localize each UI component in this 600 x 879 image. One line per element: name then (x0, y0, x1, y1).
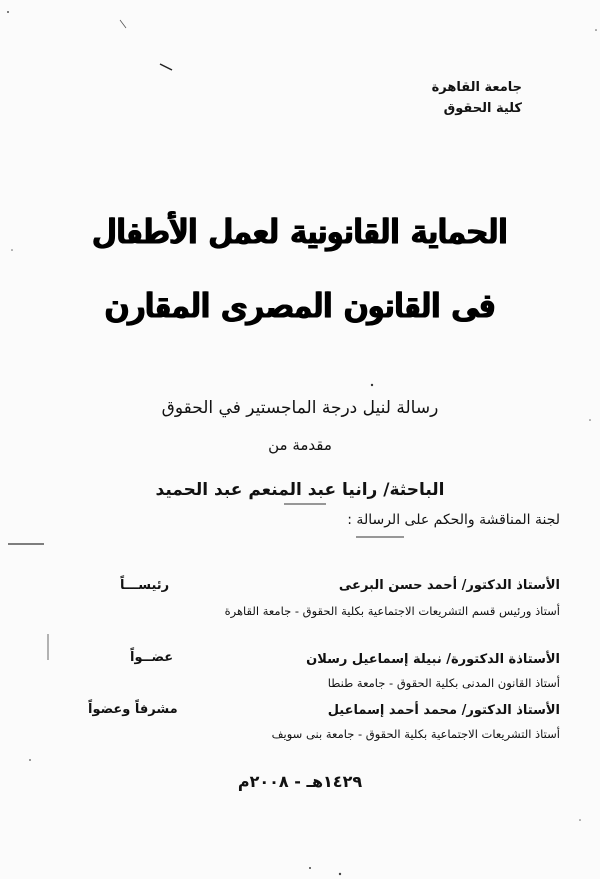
faculty-name: كلية الحقوق (443, 101, 522, 116)
committee-member-3-name: الأستاذ الدكتور/ محمد أحمد إسماعيل (327, 703, 560, 718)
committee-member-2-name: الأستاذة الدكتورة/ نبيلة إسماعيل رسلان (306, 652, 560, 667)
committee-heading: لجنة المناقشة والحكم على الرسالة : (347, 512, 560, 528)
committee-member-2-description: أستاذ القانون المدنى بكلية الحقوق - جامعة طنطا (327, 676, 560, 690)
committee-member-3-role: مشرفاً وعضواً (88, 702, 178, 717)
date-line: ١٤٢٩هـ - ٢٠٠٨م (237, 772, 363, 791)
researcher-name: الباحثة/ رانيا عبد المنعم عبد الحميد (155, 480, 445, 500)
committee-member-3-description: أستاذ التشريعات الاجتماعية بكلية الحقوق - جامعة بنى سويف (271, 727, 560, 741)
committee-member-1-description: أستاذ ورئيس قسم التشريعات الاجتماعية بكلية الحقوق - جامعة القاهرة (224, 604, 560, 618)
thesis-title-line-2: فى القانون المصرى المقارن (104, 286, 496, 325)
thesis-title-line-1: الحماية القانونية لعمل الأطفال (92, 212, 508, 251)
committee-member-2-role: عضــواً (130, 650, 174, 665)
committee-member-1-role: رئيســـاً (120, 578, 170, 593)
submitted-by-label: مقدمة من (268, 436, 332, 454)
degree-purpose: رسالة لنيل درجة الماجستير في الحقوق (161, 398, 439, 418)
university-name: جامعة القاهرة (431, 80, 522, 95)
committee-member-1-name: الأستاذ الدكتور/ أحمد حسن البرعى (338, 578, 560, 593)
